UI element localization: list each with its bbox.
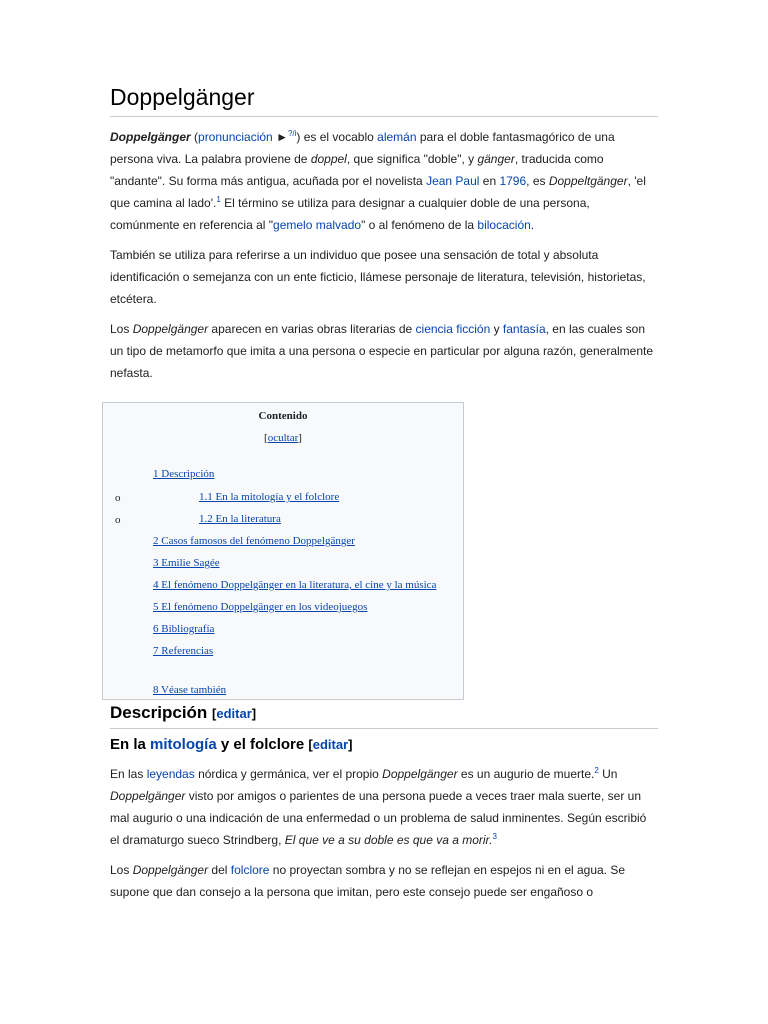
toc-item-descripcion[interactable]: 1 Descripción: [153, 468, 215, 480]
toc-item-emilie-sagee[interactable]: 3 Emilie Sagée: [153, 557, 220, 569]
mitologia-paragraph: En las leyendas nórdica y germánica, ver el propio Doppelgänger es un augurio de muerte.$^2$ Un Doppelgänger visto por amigos o parientes de una persona puede a veces traer mala suerte, ser un mal augurio o una indicación de una enfermedad o un problema de salud inminentes. Según escribió el dramaturgo sueco Strindberg, El que ve a su doble es que va a morir.$^3$: [110, 766, 647, 847]
section-heading-descripcion: Descripción [editar]: [110, 702, 658, 729]
toc-bullet: o: [115, 514, 121, 526]
edit-section-link[interactable]: editar: [216, 706, 252, 721]
toc-item-bibliografia[interactable]: 6 Bibliografía: [153, 623, 215, 635]
intro-paragraph: Doppelgänger (pronunciación ►$^{?/i}$) es el vocablo alemán para el doble fantasmagórico de una persona viva. La palabra proviene de doppel, que significa "doble", y gänger, traducida como "andante". Su forma más antigua, acuñada por el novelista Jean Paul en 1796, es Doppeltgänger, 'el que camina al lado'.$^1$ El término se utiliza para designar a cualquier doble de una persona, comúnmente en referencia al "gemelo malvado" o al fenómeno de la bilocación.: [110, 129, 646, 232]
toc-toggle: [ocultar]: [264, 432, 302, 444]
speaker-play-icon[interactable]: ►: [276, 130, 288, 144]
folclore-paragraph: Los Doppelgänger del folclore no proyectan sombra y no se reflejan en espejos ni en el agua. Se supone que dan consejo a la persona que imitan, pero este consejo puede ser engañoso o: [110, 863, 626, 899]
ciencia-ficcion-link[interactable]: ciencia ficción: [415, 322, 491, 336]
leyendas-link[interactable]: leyendas: [146, 767, 195, 781]
toc-item-literatura-cine-musica[interactable]: 4 El fenómeno Doppelgänger en la literatura, el cine y la música: [153, 579, 437, 591]
toc-item-vease-tambien[interactable]: 8 Véase también: [153, 684, 227, 696]
subsection-heading-mitologia: En la mitología y el folclore [editar]: [110, 736, 353, 753]
toc-bullet: o: [115, 492, 121, 504]
toc-item-literatura[interactable]: 1.2 En la literatura: [199, 513, 281, 525]
jean-paul-link[interactable]: Jean Paul: [426, 174, 480, 188]
ref-3-link[interactable]: 3: [492, 832, 497, 841]
folclore-link[interactable]: folclore: [230, 863, 270, 877]
section-body: [110, 763, 658, 903]
third-paragraph: Los Doppelgänger aparecen en varias obras literarias de ciencia ficción y fantasía, en las cuales son un tipo de metamorfo que imita a una persona o especie en particular por alguna razón, generalmente nefasta.: [110, 322, 654, 380]
toc-title: Contenido: [258, 410, 308, 422]
ref-1-link[interactable]: 1: [216, 195, 221, 204]
pronunciation-link[interactable]: pronunciación: [198, 130, 273, 144]
mitologia-link[interactable]: mitología: [150, 736, 217, 753]
toc-hide-link[interactable]: ocultar: [267, 432, 299, 444]
year-1796-link[interactable]: 1796: [499, 174, 527, 188]
page-title: Doppelgänger: [110, 82, 658, 117]
gemelo-malvado-link[interactable]: gemelo malvado: [273, 218, 362, 232]
pronunciation-info-link[interactable]: ?/i: [287, 129, 297, 138]
strindberg-quote: El que ve a su doble es que va a morir.: [284, 833, 493, 847]
toc-item-referencias[interactable]: 7 Referencias: [153, 645, 214, 657]
fantasia-link[interactable]: fantasía: [502, 322, 546, 336]
second-paragraph: También se utiliza para referirse a un individuo que posee una sensación de total y absoluta identificación o semejanza con un ente ficticio, llámese personaje de literatura, televisión, historietas, etcétera.: [110, 248, 646, 306]
ref-2-link[interactable]: 2: [594, 766, 599, 775]
term-bold: Doppelgänger: [110, 130, 191, 144]
bilocacion-link[interactable]: bilocación: [477, 218, 531, 232]
toc-item-videojuegos[interactable]: 5 El fenómeno Doppelgänger en los videojuegos: [153, 601, 368, 613]
toc-item-casos-famosos[interactable]: 2 Casos famosos del fenómeno Doppelgänger: [153, 535, 355, 547]
table-of-contents: [102, 402, 464, 700]
aleman-link[interactable]: alemán: [377, 130, 417, 144]
edit-subsection-link[interactable]: editar: [312, 737, 349, 752]
toc-item-mitologia[interactable]: 1.1 En la mitología y el folclore: [199, 491, 340, 503]
article: [110, 82, 658, 384]
